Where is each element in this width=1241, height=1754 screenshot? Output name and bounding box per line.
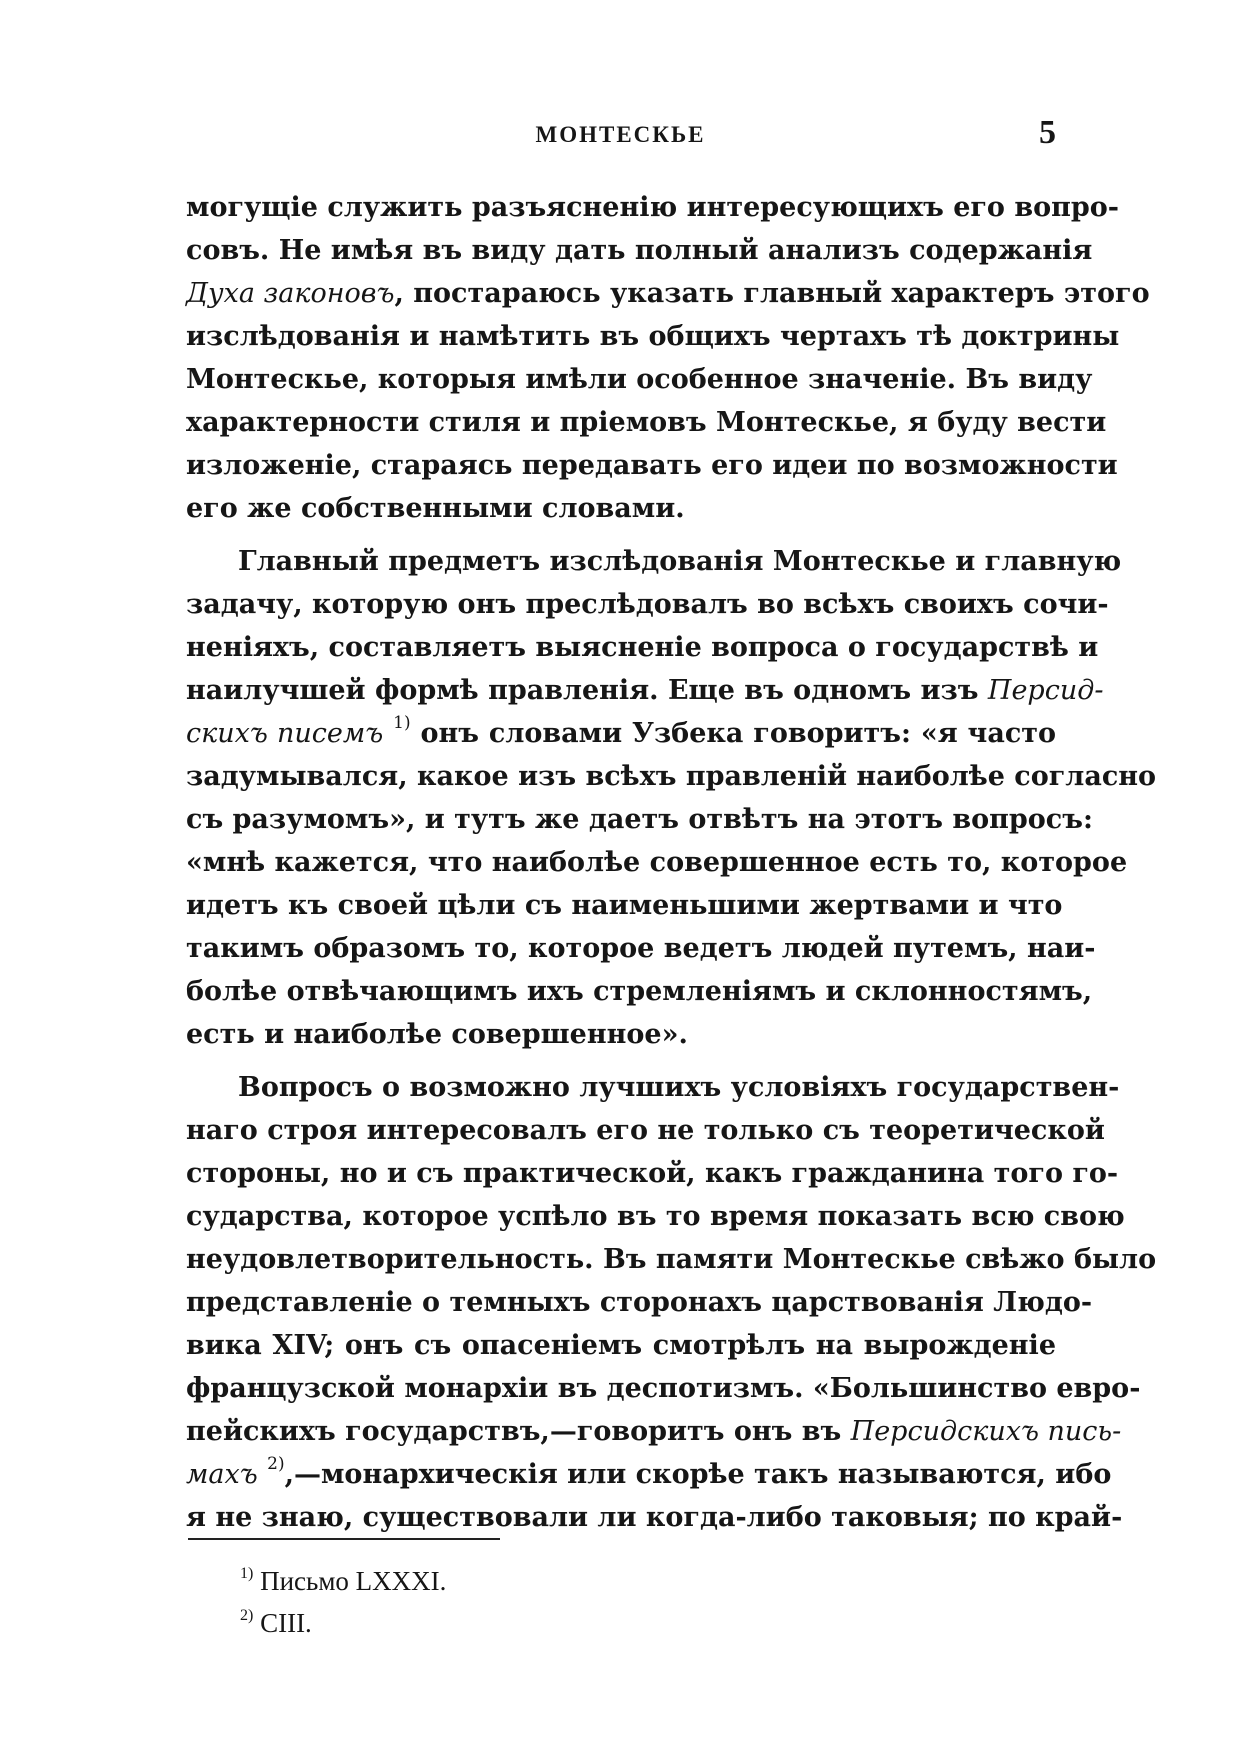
text-run: стороны, но и съ практической, какъ гражданина того го- — [186, 1158, 1119, 1189]
text-line — [186, 1281, 1093, 1324]
text-run: есть и наиболѣе совершенное». — [186, 1019, 688, 1050]
text-line — [186, 315, 1120, 358]
text-line — [186, 583, 1109, 626]
text-run: неніяхъ, составляетъ выясненіе вопроса о государствѣ и — [186, 632, 1099, 663]
text-run: совъ. Не имѣя въ виду дать полный анализъ содержанія — [186, 235, 1093, 266]
body-text — [186, 186, 1157, 1539]
text-run: я не знаю, существовали ли когда-либо таковыя; по край- — [186, 1502, 1123, 1533]
text-run: его же собственными словами. — [186, 493, 685, 524]
text-line — [186, 1013, 1056, 1056]
paragraph-gap — [186, 530, 1056, 540]
text-line — [186, 669, 1104, 712]
text-run: Монтескье, которыя имѣли особенное значеніе. Въ виду — [186, 364, 1093, 395]
text-run — [383, 718, 393, 749]
text-line — [186, 1367, 1141, 1410]
footnote-text: CIII. — [253, 1608, 312, 1638]
page-number: 5 — [1039, 114, 1056, 151]
text-run: наго строя интересовалъ его не только съ теоретической — [186, 1115, 1105, 1146]
text-line — [186, 626, 1099, 669]
text-run: , постараюсь указать главный характеръ этого — [394, 278, 1150, 309]
italic-title: скихъ писемъ — [186, 718, 384, 749]
text-run: идетъ къ своей цѣли съ наименьшими жертвами и что — [186, 890, 1063, 921]
italic-title: Персидскихъ пись- — [850, 1416, 1122, 1447]
text-line — [186, 1410, 1122, 1453]
footnote-ref: 1) — [393, 713, 411, 733]
text-line — [186, 444, 1118, 487]
text-run: задачу, которую онъ преслѣдовалъ во всѣхъ своихъ сочи- — [186, 589, 1109, 620]
text-run: болѣе отвѣчающимъ ихъ стремленіямъ и склонностямъ, — [186, 976, 1093, 1007]
text-line — [186, 841, 1128, 884]
text-run: изслѣдованія и намѣтить въ общихъ чертахъ тѣ доктрины — [186, 321, 1120, 352]
text-line — [186, 1496, 1123, 1539]
text-run: вика XIV; онъ съ опасеніемъ смотрѣлъ на вырожденіе — [186, 1330, 1056, 1361]
paragraph — [186, 1066, 1157, 1539]
text-line — [186, 401, 1107, 444]
text-line — [186, 970, 1093, 1013]
text-line — [186, 927, 1096, 970]
footnotes — [240, 1560, 446, 1644]
footnote-separator — [188, 1538, 500, 1540]
text-run: съ разумомъ», и тутъ же даетъ отвѣтъ на этотъ вопросъ: — [186, 804, 1093, 835]
text-line — [186, 1195, 1125, 1238]
text-run: могущіе служить разъясненію интересующихъ его вопро- — [186, 192, 1119, 223]
text-run: сударства, которое успѣло въ то время показать всю свою — [186, 1201, 1125, 1232]
footnote-mark: 2) — [240, 1607, 254, 1624]
text-line — [186, 229, 1093, 272]
italic-title: Духа законовъ — [186, 278, 395, 309]
text-run: характерности стиля и пріемовъ Монтескье, я буду вести — [186, 407, 1107, 438]
text-run: представленіе о темныхъ сторонахъ царствованія Людо- — [186, 1287, 1093, 1318]
text-line — [186, 1324, 1056, 1367]
footnote-ref: 2) — [267, 1454, 285, 1474]
text-line — [186, 487, 1056, 530]
italic-title: махъ — [186, 1459, 258, 1490]
text-run: Вопросъ о возможно лучшихъ условіяхъ государствен- — [238, 1072, 1120, 1103]
text-line — [186, 755, 1157, 798]
footnote-mark: 1) — [240, 1565, 254, 1582]
footnote-text: Письмо LXXXI. — [253, 1566, 447, 1596]
footnote — [240, 1560, 446, 1602]
paragraph — [186, 540, 1157, 1056]
text-run: Главный предметъ изслѣдованія Монтескье и главную — [238, 546, 1122, 577]
text-run: задумывался, какое изъ всѣхъ правленій наиболѣе согласно — [186, 761, 1157, 792]
text-run: «мнѣ кажется, что наиболѣе совершенное есть то, которое — [186, 847, 1128, 878]
text-run: французской монархіи въ деспотизмъ. «Большинство евро- — [186, 1373, 1141, 1404]
text-line — [186, 1238, 1157, 1281]
text-run: пейскихъ государствъ,—говоритъ онъ въ — [186, 1416, 851, 1447]
text-line — [186, 1453, 1112, 1496]
text-line — [186, 798, 1093, 841]
paragraph-gap — [186, 1056, 1056, 1066]
text-run: неудовлетворительность. Въ памяти Монтескье свѣжо было — [186, 1244, 1157, 1275]
text-line — [186, 186, 1119, 229]
text-line — [186, 540, 1122, 583]
running-title: МОНТЕСКЬЕ — [535, 122, 706, 147]
text-run: ,—монархическія или скорѣе такъ называются, ибо — [284, 1459, 1112, 1490]
italic-title: Персид- — [987, 675, 1104, 706]
text-run: наилучшей формѣ правленія. Еще въ одномъ изъ — [186, 675, 988, 706]
text-line — [186, 1152, 1119, 1195]
text-line — [186, 1066, 1120, 1109]
footnote — [240, 1602, 446, 1644]
text-run — [258, 1459, 267, 1490]
text-line — [186, 1109, 1105, 1152]
paragraph — [186, 186, 1150, 530]
text-line — [186, 358, 1093, 401]
running-head — [0, 114, 1241, 158]
text-run: онъ словами Узбека говоритъ: «я часто — [410, 718, 1056, 749]
text-line — [186, 272, 1150, 315]
text-line — [186, 884, 1063, 927]
text-run: такимъ образомъ то, которое ведетъ людей путемъ, наи- — [186, 933, 1096, 964]
text-line — [186, 712, 1056, 755]
text-run: изложеніе, стараясь передавать его идеи по возможности — [186, 450, 1118, 481]
